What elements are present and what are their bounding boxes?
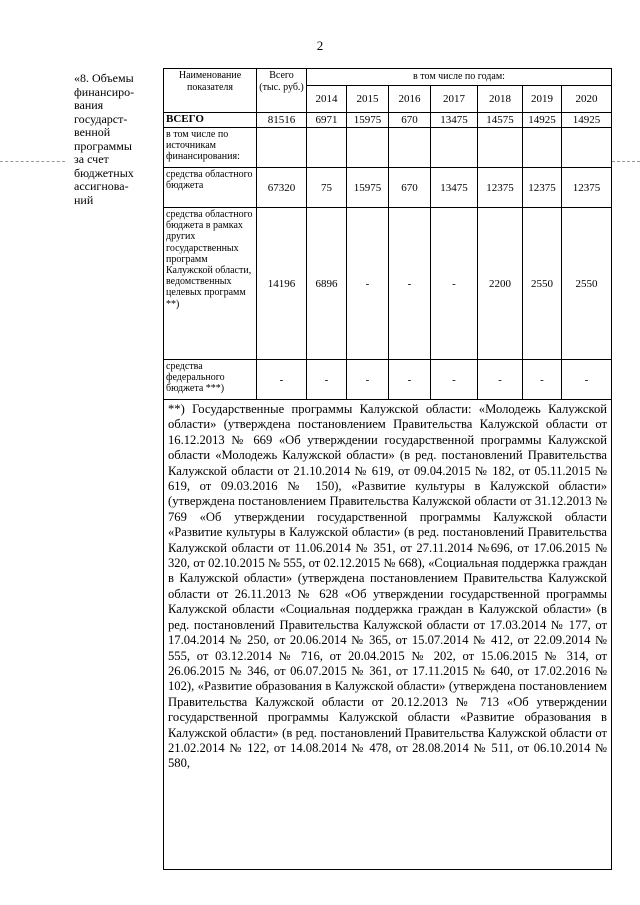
cell-value: - <box>307 360 347 400</box>
section-label <box>74 72 154 207</box>
section-label-line: ний <box>74 192 94 207</box>
cell-total <box>257 128 307 168</box>
cell-value <box>431 128 478 168</box>
cell-value: 670 <box>389 168 431 208</box>
cell-value: - <box>347 208 389 360</box>
cell-value: 12375 <box>562 168 612 208</box>
cell-value: 13475 <box>431 168 478 208</box>
cell-value: 14575 <box>478 113 523 128</box>
section-label-line: «8. Объемы <box>74 71 134 85</box>
cell-value: - <box>478 360 523 400</box>
cell-value: 15975 <box>347 113 389 128</box>
header-year: 2014 <box>307 86 347 113</box>
cell-total: 14196 <box>257 208 307 360</box>
cell-value <box>523 128 562 168</box>
row-label: средства областного бюджета <box>164 168 257 208</box>
cell-value: - <box>431 360 478 400</box>
section-label-line: вания <box>74 98 104 112</box>
cell-total: 67320 <box>257 168 307 208</box>
cell-total: 81516 <box>257 113 307 128</box>
cell-value: 14925 <box>523 113 562 128</box>
header-year: 2015 <box>347 86 389 113</box>
cell-value: - <box>523 360 562 400</box>
section-label-line: ассигнова- <box>74 179 129 193</box>
header-year: 2020 <box>562 86 612 113</box>
cell-value: 12375 <box>478 168 523 208</box>
section-label-line: бюджетных <box>74 165 134 180</box>
header-name: Наименование показателя <box>164 69 257 113</box>
header-years-group: в том числе по годам: <box>307 69 612 86</box>
section-label-line: венной <box>74 125 111 139</box>
header-year: 2017 <box>431 86 478 113</box>
fold-line-right <box>612 161 640 162</box>
table-row <box>164 113 612 128</box>
row-label: ВСЕГО <box>164 113 257 128</box>
cell-value <box>478 128 523 168</box>
fold-line-left <box>0 161 65 162</box>
table-row <box>164 168 612 208</box>
cell-value: 2550 <box>562 208 612 360</box>
cell-value <box>347 128 389 168</box>
cell-value: 6971 <box>307 113 347 128</box>
section-label-line: программы <box>74 138 132 153</box>
section-label-line: за счет <box>74 152 109 166</box>
page-number: 2 <box>316 38 324 53</box>
header-year: 2018 <box>478 86 523 113</box>
cell-value: 670 <box>389 113 431 128</box>
header-year: 2019 <box>523 86 562 113</box>
cell-value: - <box>562 360 612 400</box>
cell-value <box>389 128 431 168</box>
cell-value: - <box>431 208 478 360</box>
cell-total: - <box>257 360 307 400</box>
row-label: средства областного бюджета в рамках других государственных программ Калужской области, ведомственных целевых программ **) <box>164 208 257 360</box>
cell-value <box>307 128 347 168</box>
cell-value: 2550 <box>523 208 562 360</box>
footnote-row <box>164 400 612 870</box>
cell-value: 14925 <box>562 113 612 128</box>
table-row <box>164 208 612 360</box>
cell-value: - <box>347 360 389 400</box>
cell-value: 2200 <box>478 208 523 360</box>
footnote-text: **) Государственные программы Калужской области: «Молодежь Калужской области» (утверждена постановлением Правительства Калужской области от 16.12.2013 № 669 «Об утверждении государственной программы Калужской области «Молодежь Калужской области» (в ред. постановлений Правительства Калужской области от 21.10.2014 № 619, от 09.04.2015 № 182, от 05.11.2015 № 619, от 09.03.2016 № 150), «Развитие культуры в Калужской области» (утверждена постановлением Правительства Калужской области от 31.12.2013 № 769 «Об утверждении государственной программы Калужской области «Развитие культуры в Калужской области» (в ред. постановлений Правительства Калужской области от 11.06.2014 № 351, от 27.11.2014 №696, от 17.06.2015 № 320, от 02.10.2015 № 555, от 02.12.2015 № 668), «Социальная поддержка граждан в Калужской области» (утверждена постановлением Правительства Калужской области от 26.11.2013 № 628 «Об утверждении государственной программы Калужской области «Социальная поддержка граждан в Калужской области» (в ред. постановлений Правительства Калужской области от 17.03.2014 № 177, от 17.04.2014 № 250, от 20.06.2014 № 365, от 15.07.2014 № 412, от 22.09.2014 № 555, от 03.12.2014 № 716, от 20.04.2015 № 202, от 15.06.2015 № 314, от 26.06.2015 № 346, от 06.07.2015 № 361, от 17.11.2015 № 640, от 17.02.2016 № 102), «Развитие образования в Калужской области» (утверждена постановлением Правительства Калужской области от 20.12.2013 № 713 «Об утверждении государственной программы Калужской области «Развитие образования в Калужской области» (в ред. постановлений Правительства Калужской области от 21.02.2014 № 122, от 14.08.2014 № 478, от 28.08.2014 № 511, от 06.10.2014 № 580, <box>164 400 612 870</box>
cell-value <box>562 128 612 168</box>
cell-value: 75 <box>307 168 347 208</box>
cell-value: 15975 <box>347 168 389 208</box>
row-label: средства федерального бюджета ***) <box>164 360 257 400</box>
header-total: Всего (тыс. руб.) <box>257 69 307 113</box>
table-row <box>164 360 612 400</box>
cell-value: 12375 <box>523 168 562 208</box>
row-label: в том числе по источникам финансирования: <box>164 128 257 168</box>
cell-value: 6896 <box>307 208 347 360</box>
cell-value: - <box>389 360 431 400</box>
cell-value: 13475 <box>431 113 478 128</box>
header-year: 2016 <box>389 86 431 113</box>
section-label-line: финансиро- <box>74 84 135 99</box>
table-row <box>164 128 612 168</box>
cell-value: - <box>389 208 431 360</box>
section-label-line: государст- <box>74 111 128 126</box>
financing-table <box>163 68 612 870</box>
